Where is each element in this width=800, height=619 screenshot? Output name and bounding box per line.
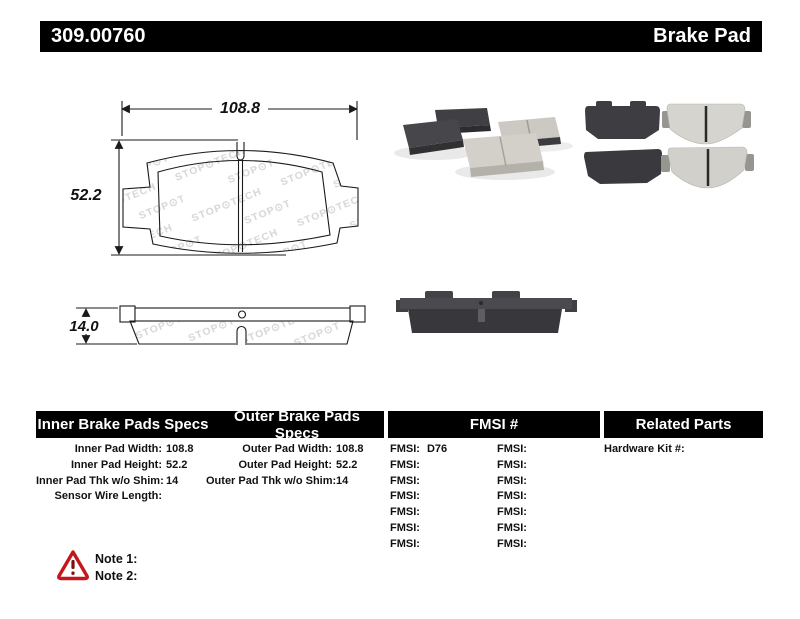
spec-value: 108.8 (166, 443, 194, 455)
spec-value: 14 (336, 474, 349, 487)
fmsi-label: FMSI: (390, 506, 420, 519)
fmsi-label: FMSI: (497, 443, 527, 455)
fmsi-row (390, 505, 447, 521)
fmsi-row (390, 489, 447, 505)
spec-label: Inner Pad Width: (74, 443, 162, 455)
spec-label: Sensor Wire Length: (54, 490, 162, 503)
spec-label: Inner Pad Height: (70, 458, 162, 471)
fmsi-label: FMSI: (390, 521, 420, 534)
fmsi-row (497, 505, 534, 521)
backing-plate (135, 308, 350, 321)
spec-label: Inner Pad Thk w/o Shim: (36, 474, 164, 487)
photo-pad-edge-view (396, 291, 577, 333)
fmsi-row (390, 442, 447, 458)
fmsi-row (390, 458, 447, 474)
spec-row (206, 458, 364, 474)
fmsi-label: FMSI: (390, 490, 420, 503)
spec-row (36, 458, 194, 474)
inner-specs-header: Inner Brake Pads Specs (37, 416, 209, 433)
front-view-drawing (111, 101, 358, 255)
thickness-dimension-label: 14.0 (69, 318, 99, 335)
fmsi-label: FMSI: (497, 537, 527, 550)
spec-row (36, 489, 194, 505)
spec-value: 14 (166, 474, 179, 487)
brake-pad-photo (584, 149, 662, 184)
side-view-drawing (76, 306, 365, 347)
fmsi-row (497, 521, 534, 537)
fmsi-row (390, 474, 447, 490)
photo-pads-flat-lay (584, 101, 754, 188)
note-label: Note 1: (95, 552, 138, 566)
fmsi-label: FMSI: (390, 458, 420, 471)
spec-value: 108.8 (336, 443, 364, 455)
fmsi-row (497, 489, 534, 505)
fmsi-label: FMSI: (390, 537, 420, 550)
backing-tab (350, 306, 365, 322)
backing-tab (120, 306, 135, 322)
related-part-label: Hardware Kit #: (604, 443, 685, 455)
table-header-pads-specs (36, 407, 384, 442)
table-header-fmsi (388, 411, 600, 438)
pad-slot (478, 309, 485, 322)
spec-label: Outer Pad Height: (238, 458, 332, 471)
photo-pads-perspective (394, 108, 573, 180)
note-label: Note 2: (95, 569, 138, 583)
fmsi-value: D76 (426, 443, 448, 455)
fmsi-header: FMSI # (469, 416, 519, 433)
warning-icon (56, 549, 90, 581)
pad-outline (123, 151, 358, 254)
fmsi-row (497, 458, 534, 474)
spec-row (36, 474, 194, 490)
width-dimension-label: 108.8 (219, 100, 261, 117)
rivet-dot (479, 301, 483, 305)
inner-specs-list (36, 442, 194, 505)
fmsi-row (390, 521, 447, 537)
related-parts-header: Related Parts (635, 416, 732, 433)
fmsi-row (497, 474, 534, 490)
note-line (95, 568, 137, 585)
brake-pad-photo (585, 106, 660, 139)
outer-specs-list (206, 442, 364, 489)
spec-row (206, 442, 364, 458)
part-number: 309.00760 (51, 25, 146, 47)
fmsi-list-1 (390, 442, 447, 553)
spec-label: Outer Pad Width: (242, 443, 332, 455)
fmsi-row (497, 442, 534, 458)
fmsi-label: FMSI: (497, 490, 527, 503)
slot-notch (237, 327, 246, 346)
outer-specs-header: Outer Brake Pads Specs (234, 407, 360, 442)
related-parts-list (604, 442, 689, 458)
spec-value: 52.2 (166, 458, 188, 471)
backing-plate-photo (400, 298, 572, 309)
fmsi-list-2 (497, 442, 534, 553)
spec-label: Outer Pad Thk w/o Shim: (206, 474, 337, 487)
exclamation-dot (71, 572, 74, 575)
notes-list (95, 551, 137, 585)
note-line (95, 551, 137, 568)
related-part-row (604, 442, 689, 458)
table-header-related-parts (604, 411, 763, 438)
spec-value: 52.2 (336, 458, 358, 471)
fmsi-row (390, 537, 447, 553)
height-dimension-label: 52.2 (70, 187, 102, 204)
fmsi-label: FMSI: (497, 474, 527, 487)
spec-row (36, 442, 194, 458)
spec-row (206, 474, 364, 490)
fmsi-label: FMSI: (497, 521, 527, 534)
fmsi-label: FMSI: (497, 458, 527, 471)
product-title: Brake Pad (653, 25, 751, 47)
fmsi-label: FMSI: (390, 443, 420, 455)
exclamation-mark (71, 560, 74, 569)
fmsi-label: FMSI: (390, 474, 420, 487)
fmsi-row (497, 537, 534, 553)
fmsi-label: FMSI: (497, 506, 527, 519)
